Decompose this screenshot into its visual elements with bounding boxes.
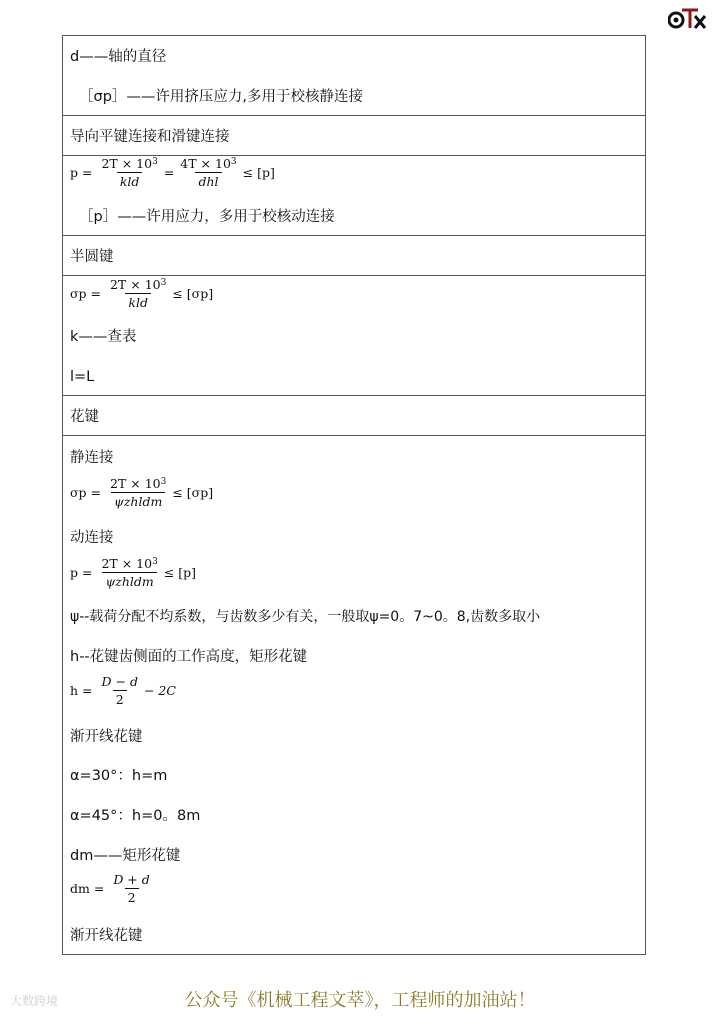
row-divider [63,435,645,436]
semicircle-stress-formula: σp = $\frac{2T \times 10^3}{\text{kld}}$ ≤ [σp] [70,277,214,310]
h-definition: h--花键齿侧面的工作高度，矩形花键 [70,649,308,665]
involute-spline-heading: 渐开线花键 [70,729,143,745]
dm-definition: dm——矩形花键 [70,848,181,864]
alpha-30-rule: α=30°：h=m [70,768,168,784]
formula-table [62,35,646,955]
spline-dynamic-formula: p = $\frac{2T \times 10^3}{\text{ψzhldm}}$ ≤ [p] [70,556,197,589]
publisher-logo-icon [668,6,708,30]
dynamic-connection-label: 动连接 [70,530,114,546]
dm-formula: dm = $\frac{D + d}{2}$ [70,872,150,905]
row-divider [63,395,645,396]
alpha-45-rule: α=45°：h=0。8m [70,808,201,824]
static-connection-label: 静连接 [70,450,114,466]
guide-key-pressure-formula: p = $\frac{2T \times 10^3}{\text{kld}}$ = $\frac{4T \times 10^3}{\text{dhl}}$ ≤ [p] [70,156,275,189]
spline-heading: 花键 [70,409,99,425]
l-definition: l=L [70,369,95,385]
spline-static-formula: σp = $\frac{2T \times 10^3}{\text{ψzhldm}}$ ≤ [σp] [70,476,214,509]
involute-spline-heading-2: 渐开线花键 [70,928,143,944]
watermark: 大数跨境 [10,994,59,1008]
footer-slogan: 公众号《机械工程文萃》，工程师的加油站！ [184,990,536,1011]
guide-key-heading: 导向平键连接和滑键连接 [70,129,230,145]
p-definition: ［p］——许用应力，多用于校核动连接 [79,209,335,225]
sigma-p-definition: ［σp］——许用挤压应力,多用于校核静连接 [79,89,364,105]
psi-definition: ψ--载荷分配不均系数，与齿数多少有关，一般取ψ=0。7~0。8,齿数多取小 [70,609,541,625]
semicircle-key-heading: 半圆键 [70,249,114,265]
row-divider [63,235,645,236]
row-divider [63,115,645,116]
d-definition: d——轴的直径 [70,49,167,65]
k-definition: k——查表 [70,329,137,345]
row-divider [63,275,645,276]
h-formula: h = $\frac{D - d}{2}$ − 2C [70,674,176,707]
